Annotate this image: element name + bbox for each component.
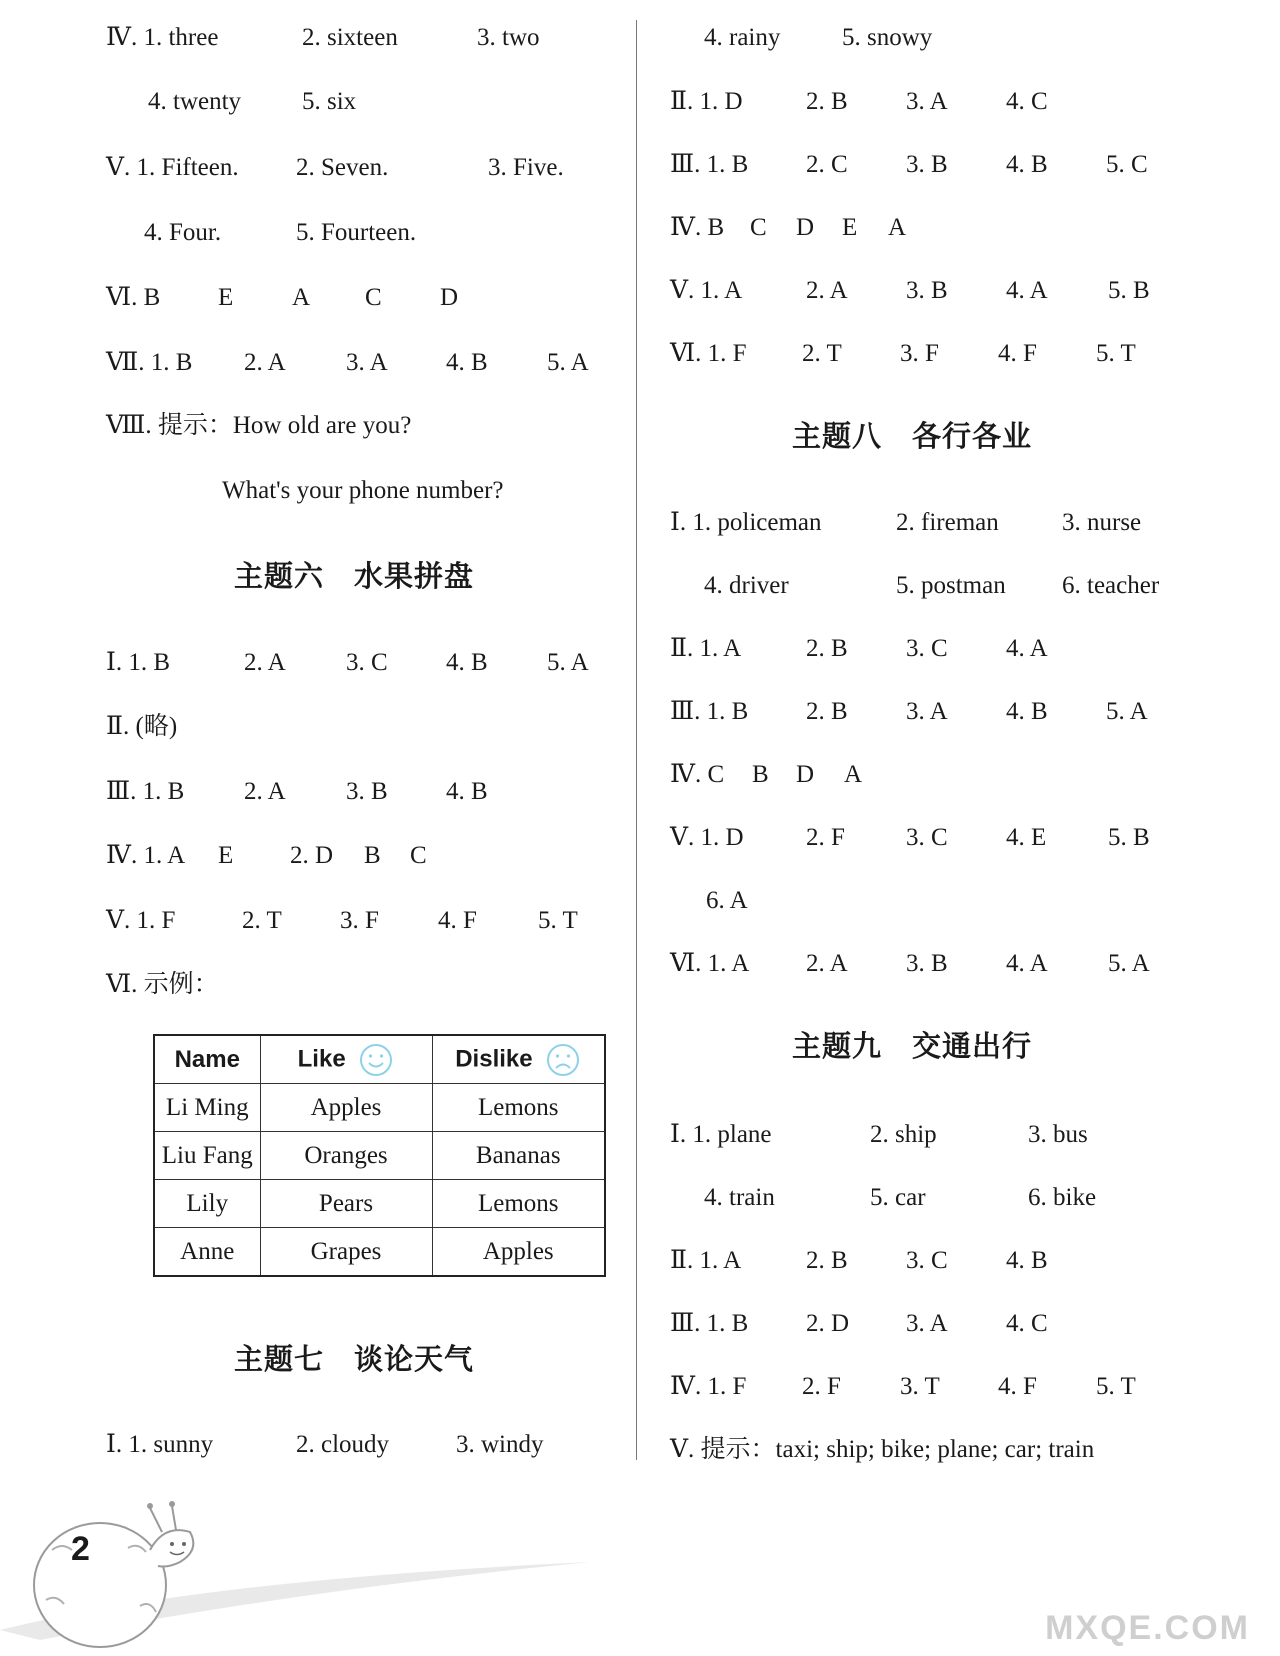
table-row [154, 1228, 605, 1277]
t8-v-2: 2. F [806, 824, 845, 851]
t8-ii-3: 3. C [906, 635, 948, 662]
t7-vi-5: 5. T [1096, 340, 1136, 367]
cell-dislike: Lemons [432, 1180, 605, 1228]
t8-i-1: Ⅰ. 1. policeman [670, 509, 822, 536]
t6-iv-5: C [410, 842, 427, 869]
t8-i-6: 6. teacher [1062, 572, 1160, 599]
cell-like: Apples [260, 1084, 432, 1132]
t7-vi-2: 2. T [802, 340, 842, 367]
t7-i-4: 4. rainy [704, 24, 781, 51]
t9-iv-5: 5. T [1096, 1373, 1136, 1400]
sad-face-icon [545, 1042, 581, 1078]
answer-iv-2: 2. sixteen [302, 24, 398, 51]
t7-iv-1: Ⅳ. B [670, 214, 725, 241]
t7-i-5: 5. snowy [842, 24, 933, 51]
t8-v-4: 4. E [1006, 824, 1047, 851]
answer-vi-3: A [292, 284, 311, 311]
cell-name: Anne [154, 1228, 260, 1277]
t8-iv-3: D [796, 761, 815, 788]
t7-v-4: 4. A [1006, 277, 1048, 304]
t8-iv-1: Ⅳ. C [670, 761, 725, 788]
t7-i-3: 3. windy [456, 1431, 544, 1458]
t8-vi-2: 2. A [806, 950, 848, 977]
theme6-title: 主题六 水果拼盘 [234, 559, 475, 593]
table-row [154, 1180, 605, 1228]
t6-iv-2: E [218, 842, 234, 869]
t9-i-1: Ⅰ. 1. plane [670, 1121, 772, 1148]
t9-i-5: 5. car [870, 1184, 926, 1211]
cell-dislike: Apples [432, 1228, 605, 1277]
t6-iv-3: 2. D [290, 842, 334, 869]
t8-iii-4: 4. B [1006, 698, 1048, 725]
t6-i-1: Ⅰ. 1. B [106, 649, 171, 676]
table-row [154, 1132, 605, 1180]
t9-iv-3: 3. T [900, 1373, 940, 1400]
t9-iii-4: 4. C [1006, 1310, 1048, 1337]
answer-vii-4: 4. B [446, 349, 488, 376]
t6-iii-3: 3. B [346, 778, 388, 805]
t6-v-4: 4. F [438, 907, 477, 934]
header-like-label: Like [297, 1044, 346, 1072]
t8-ii-4: 4. A [1006, 635, 1048, 662]
t8-vi-5: 5. A [1108, 950, 1150, 977]
answer-viii-1: Ⅷ. 提示：How old are you? [106, 412, 412, 439]
theme9-title: 主题九 交通出行 [792, 1029, 1033, 1063]
t8-i-5: 5. postman [896, 572, 1006, 599]
header-name: Name [154, 1035, 260, 1084]
t6-ii: Ⅱ. (略) [106, 713, 178, 740]
t8-iv-2: B [752, 761, 769, 788]
t8-iv-4: A [844, 761, 863, 788]
answer-vi-4: C [365, 284, 382, 311]
t9-ii-1: Ⅱ. 1. A [670, 1247, 742, 1274]
t9-iv-2: 2. F [802, 1373, 841, 1400]
t7-ii-1: Ⅱ. 1. D [670, 88, 743, 115]
t6-i-5: 5. A [547, 649, 589, 676]
t9-iv-4: 4. F [998, 1373, 1037, 1400]
t9-iii-1: Ⅲ. 1. B [670, 1310, 749, 1337]
answer-vii-5: 5. A [547, 349, 589, 376]
t9-i-4: 4. train [704, 1184, 775, 1211]
t6-vi: Ⅵ. 示例： [106, 971, 219, 998]
t9-iv-1: Ⅳ. 1. F [670, 1373, 747, 1400]
t7-ii-2: 2. B [806, 88, 848, 115]
t7-iii-3: 3. B [906, 151, 948, 178]
answer-vi-2: E [218, 284, 234, 311]
answer-v-2: 2. Seven. [296, 154, 389, 181]
t8-iii-1: Ⅲ. 1. B [670, 698, 749, 725]
header-dislike-label: Dislike [455, 1044, 533, 1072]
theme8-title: 主题八 各行各业 [792, 419, 1033, 453]
t6-iii-1: Ⅲ. 1. B [106, 778, 185, 805]
t9-v: Ⅴ. 提示：taxi; ship; bike; plane; car; train [670, 1436, 1095, 1463]
answer-vii-1: Ⅶ. 1. B [106, 349, 193, 376]
t6-v-3: 3. F [340, 907, 379, 934]
t7-v-2: 2. A [806, 277, 848, 304]
t8-i-4: 4. driver [704, 572, 789, 599]
t8-v-6: 6. A [706, 887, 748, 914]
preferences-table [153, 1034, 606, 1277]
column-divider [636, 20, 637, 1460]
answer-vi-1: Ⅵ. B [106, 284, 161, 311]
t7-vi-4: 4. F [998, 340, 1037, 367]
t7-v-3: 3. B [906, 277, 948, 304]
t7-iii-5: 5. C [1106, 151, 1148, 178]
t6-v-1: Ⅴ. 1. F [106, 907, 176, 934]
t8-v-3: 3. C [906, 824, 948, 851]
answer-viii-2: What's your phone number? [222, 477, 504, 504]
cell-like: Oranges [260, 1132, 432, 1180]
t9-iii-3: 3. A [906, 1310, 948, 1337]
t7-i-1: Ⅰ. 1. sunny [106, 1431, 214, 1458]
cell-dislike: Lemons [432, 1084, 605, 1132]
t9-i-2: 2. ship [870, 1121, 937, 1148]
cell-dislike: Bananas [432, 1132, 605, 1180]
answer-vi-5: D [440, 284, 459, 311]
t6-iii-4: 4. B [446, 778, 488, 805]
t7-ii-3: 3. A [906, 88, 948, 115]
t8-i-2: 2. fireman [896, 509, 999, 536]
cell-name: Lily [154, 1180, 260, 1228]
t7-v-5: 5. B [1108, 277, 1150, 304]
t6-i-4: 4. B [446, 649, 488, 676]
t6-i-2: 2. A [244, 649, 286, 676]
page-number: 2 [71, 1530, 90, 1568]
t8-v-5: 5. B [1108, 824, 1150, 851]
t8-vi-4: 4. A [1006, 950, 1048, 977]
t9-i-6: 6. bike [1028, 1184, 1097, 1211]
t8-vi-1: Ⅵ. 1. A [670, 950, 750, 977]
t7-vi-3: 3. F [900, 340, 939, 367]
answer-iv-5: 5. six [302, 88, 357, 115]
answer-vii-2: 2. A [244, 349, 286, 376]
t8-v-1: Ⅴ. 1. D [670, 824, 744, 851]
answer-iv-1: Ⅳ. 1. three [106, 24, 219, 51]
t8-i-3: 3. nurse [1062, 509, 1142, 536]
t7-iii-4: 4. B [1006, 151, 1048, 178]
t9-ii-2: 2. B [806, 1247, 848, 1274]
t8-iii-5: 5. A [1106, 698, 1148, 725]
t8-iii-2: 2. B [806, 698, 848, 725]
header-like [260, 1035, 432, 1084]
t9-iii-2: 2. D [806, 1310, 850, 1337]
watermark: MXQE.COM [1045, 1609, 1250, 1647]
answer-v-3: 3. Five. [488, 154, 564, 181]
answer-v-4: 4. Four. [144, 219, 222, 246]
t7-ii-4: 4. C [1006, 88, 1048, 115]
answer-iv-3: 3. two [477, 24, 540, 51]
answer-v-5: 5. Fourteen. [296, 219, 417, 246]
t8-ii-1: Ⅱ. 1. A [670, 635, 742, 662]
t7-iv-3: D [796, 214, 815, 241]
theme7-title: 主题七 谈论天气 [234, 1342, 475, 1376]
cell-name: Liu Fang [154, 1132, 260, 1180]
t8-vi-3: 3. B [906, 950, 948, 977]
t7-iv-5: A [888, 214, 907, 241]
t7-iii-2: 2. C [806, 151, 848, 178]
cell-name: Li Ming [154, 1084, 260, 1132]
t6-iv-1: Ⅳ. 1. A [106, 842, 186, 869]
t9-i-3: 3. bus [1028, 1121, 1088, 1148]
t8-ii-2: 2. B [806, 635, 848, 662]
t8-iii-3: 3. A [906, 698, 948, 725]
t6-v-5: 5. T [538, 907, 578, 934]
t6-v-2: 2. T [242, 907, 282, 934]
answer-v-1: Ⅴ. 1. Fifteen. [106, 154, 239, 181]
t9-ii-3: 3. C [906, 1247, 948, 1274]
t6-iii-2: 2. A [244, 778, 286, 805]
answer-vii-3: 3. A [346, 349, 388, 376]
t7-iii-1: Ⅲ. 1. B [670, 151, 749, 178]
t7-vi-1: Ⅵ. 1. F [670, 340, 747, 367]
cell-like: Grapes [260, 1228, 432, 1277]
t7-v-1: Ⅴ. 1. A [670, 277, 743, 304]
table-header-row [154, 1035, 605, 1084]
t6-i-3: 3. C [346, 649, 388, 676]
t7-i-2: 2. cloudy [296, 1431, 390, 1458]
t7-iv-2: C [750, 214, 767, 241]
header-dislike [432, 1035, 605, 1084]
t6-iv-4: B [364, 842, 381, 869]
smiley-face-icon [358, 1042, 394, 1078]
t7-iv-4: E [842, 214, 858, 241]
table-row [154, 1084, 605, 1132]
cell-like: Pears [260, 1180, 432, 1228]
answer-iv-4: 4. twenty [148, 88, 242, 115]
t9-ii-4: 4. B [1006, 1247, 1048, 1274]
snail-icon [0, 1480, 600, 1656]
